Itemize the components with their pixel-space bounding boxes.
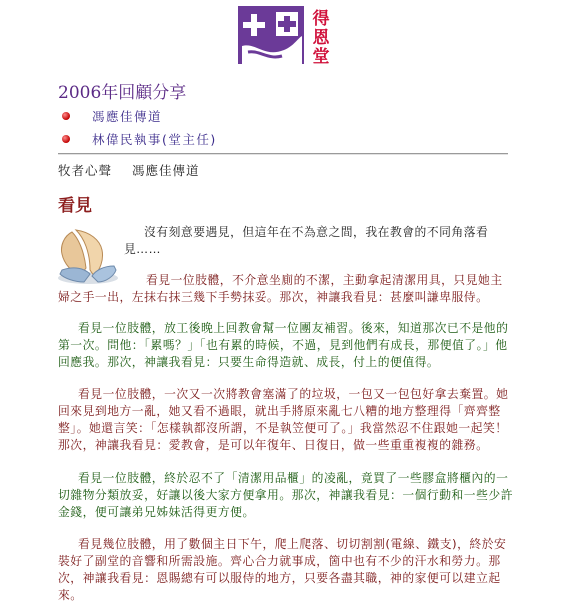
article-paragraph: 看見一位肢體，一次又一次將教會塞滿了的垃圾，一包又一包包好拿去棄置。她回來見到地方一亂，她又看不過眼，就出手將原來亂七八糟的地方整理得「齊齊整整」。她還言笑：「怎樣執都沒所謂，不是執笠便可了。」我當然忍不住跟她一起笑！那次，神讓我看見：愛教會，是可以年復年、日復日，做一些重重複複的雜務。: [58, 387, 509, 452]
author-link-list: [58, 104, 217, 150]
page-title: 2006年回顧分享: [58, 83, 187, 103]
church-logo: [238, 6, 304, 64]
section-author: 馮應佳傳道: [132, 163, 200, 178]
author-link-lam[interactable]: [58, 127, 217, 150]
author-link-label: 馮應佳傳道: [92, 108, 163, 124]
section-header: [58, 161, 200, 179]
article-heading: 看見: [58, 196, 92, 216]
article-intro: 沒有刻意要遇見，但這年在不為意之間，我在教會的不同角落看見……: [124, 225, 489, 256]
logo-text: 得恩堂: [312, 9, 330, 67]
article-paragraph: 看見一位肢體，不介意坐廁的不潔，主動拿起清潔用具，只見她主婦之手一出，左抹右抹三幾下手勢抹妥。那次，神讓我看見：甚麼叫謙卑服侍。: [58, 273, 503, 304]
divider: [58, 153, 508, 155]
section-label: 牧者心聲: [58, 163, 113, 178]
bullet-icon: [62, 112, 70, 120]
author-link-label: 林偉民執事(堂主任): [92, 131, 217, 147]
bullet-icon: [62, 135, 70, 143]
article-paragraph: 看見一位肢體，放工後晚上回教會幫一位團友補習。後來，知道那次已不是他的第一次。問他：「累嗎？」「也有累的時候，不過，見到他們有成長，那便值了。」他回應我。那次，神讓我看見：只要生命得造就、成長，付上的便值得。: [58, 321, 509, 369]
author-link-fung[interactable]: [58, 104, 217, 127]
article-paragraph: 看見幾位肢體，用了數個主日下午，爬上爬落、切切割割(電線、鐵支)，終於安裝好了副堂的音響和所需設施。齊心合力就事成，箇中也有不少的汗水和勞力。那次，神讓我看見：恩賜總有可以服侍的地方，只要各盡其職，神的家便可以建立起來。: [58, 537, 507, 602]
article-paragraph: 看見一位肢體，終於忍不了「清潔用品櫃」的凌亂，竟買了一些膠盒將櫃內的一切雜物分類放妥，好讓以後大家方便拿用。那次，神讓我看見：一個行動和一些少許金錢，便可讓弟兄姊妹活得更方便。: [58, 471, 513, 519]
